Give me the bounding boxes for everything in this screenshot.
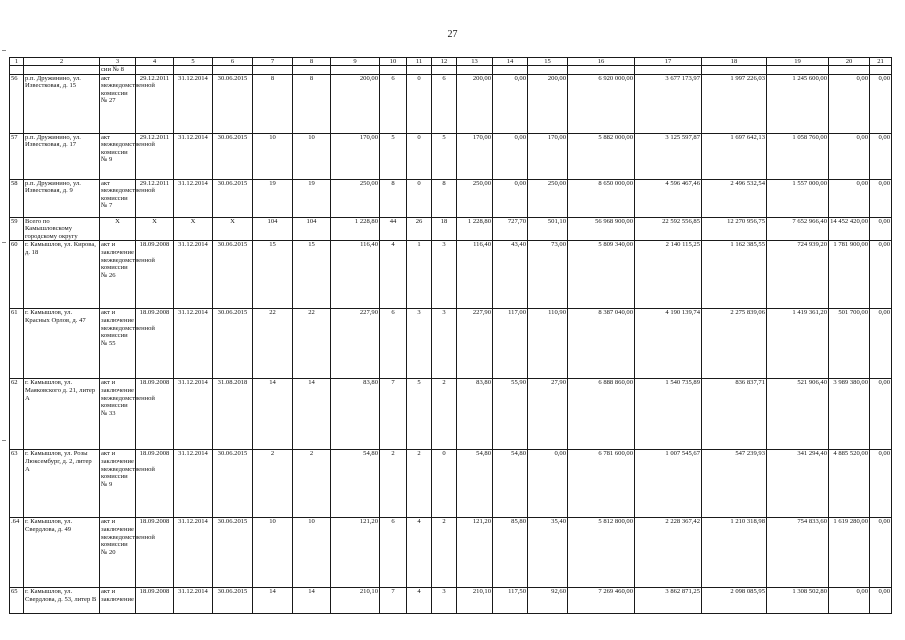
row-number: 60: [10, 241, 24, 309]
count-cell: 8: [380, 179, 407, 217]
amount-cell: 121,20: [331, 518, 380, 588]
address-cell: г. Камышлов, ул. Красных Орлов, д. 47: [24, 309, 100, 379]
amount-cell: 116,40: [331, 241, 380, 309]
date-cell: 30.06.2015: [213, 588, 253, 614]
amount-cell: 1 557 000,00: [767, 179, 829, 217]
count-cell: 6: [380, 74, 407, 133]
count-cell: 4: [407, 588, 432, 614]
date-cell: 30.06.2015: [213, 133, 253, 179]
amount-cell: 8 387 040,00: [568, 309, 635, 379]
count-cell: 104: [253, 217, 293, 241]
amount-cell: 6 888 860,00: [568, 379, 635, 450]
date-cell: 31.12.2014: [174, 518, 213, 588]
document-cell: акт и заключение межведомственной комиссии № 55: [100, 309, 136, 379]
amount-cell: 4 885 520,00: [829, 450, 870, 518]
amount-cell: 227,90: [457, 309, 493, 379]
amount-cell: 0,00: [870, 518, 892, 588]
amount-cell: 1 058 760,00: [767, 133, 829, 179]
count-cell: 7: [380, 379, 407, 450]
count-cell: 19: [253, 179, 293, 217]
count-cell: 6: [432, 74, 457, 133]
count-cell: 5: [407, 379, 432, 450]
amount-cell: 92,60: [528, 588, 568, 614]
date-cell: 30.06.2015: [213, 309, 253, 379]
amount-cell: 1 997 226,03: [702, 74, 767, 133]
amount-cell: 4 190 139,74: [635, 309, 702, 379]
amount-cell: 1 540 735,89: [635, 379, 702, 450]
amount-cell: 56 968 900,00: [568, 217, 635, 241]
count-cell: 8: [293, 74, 331, 133]
amount-cell: 250,00: [528, 179, 568, 217]
count-cell: 3: [407, 309, 432, 379]
continuation-text: сии № 8: [100, 66, 136, 75]
address-cell: г. Камышлов, ул. Свердлова, д. 53, литер В: [24, 588, 100, 614]
amount-cell: 116,40: [457, 241, 493, 309]
amount-cell: 85,80: [493, 518, 528, 588]
amount-cell: 0,00: [870, 379, 892, 450]
row-number: 63: [10, 450, 24, 518]
count-cell: 14: [253, 379, 293, 450]
table-row: [10, 241, 892, 309]
amount-cell: 0,00: [829, 179, 870, 217]
amount-cell: 501 700,00: [829, 309, 870, 379]
amount-cell: 2 275 839,06: [702, 309, 767, 379]
count-cell: 18: [432, 217, 457, 241]
amount-cell: 3 125 597,87: [635, 133, 702, 179]
date-cell: 18.09.2008: [136, 518, 174, 588]
amount-cell: 1 228,80: [457, 217, 493, 241]
date-cell: X: [136, 217, 174, 241]
amount-cell: 3 989 380,00: [829, 379, 870, 450]
table-row: [10, 588, 892, 614]
amount-cell: 110,90: [528, 309, 568, 379]
count-cell: 2: [432, 379, 457, 450]
address-cell: г. Камышлов, ул. Кирова, д. 18: [24, 241, 100, 309]
margin-tick: [2, 440, 6, 441]
document-cell: акт межведомственной комиссии № 7: [100, 179, 136, 217]
count-cell: 4: [407, 518, 432, 588]
amount-cell: 170,00: [528, 133, 568, 179]
row-number: 62: [10, 379, 24, 450]
amount-cell: 200,00: [331, 74, 380, 133]
column-number: 2: [24, 58, 100, 66]
count-cell: 6: [380, 309, 407, 379]
column-number: 3: [100, 58, 136, 66]
count-cell: 7: [380, 588, 407, 614]
amount-cell: 0,00: [493, 133, 528, 179]
amount-cell: 724 939,20: [767, 241, 829, 309]
address-cell: р.п. Дружинино, ул. Известковая, д. 15: [24, 74, 100, 133]
amount-cell: 754 833,60: [767, 518, 829, 588]
amount-cell: 200,00: [457, 74, 493, 133]
date-cell: 31.12.2014: [174, 241, 213, 309]
date-cell: X: [213, 217, 253, 241]
count-cell: 3: [432, 241, 457, 309]
row-number: .64: [10, 518, 24, 588]
amount-cell: 54,80: [331, 450, 380, 518]
column-number: 18: [702, 58, 767, 66]
count-cell: 22: [253, 309, 293, 379]
amount-cell: 0,00: [870, 309, 892, 379]
count-cell: 15: [293, 241, 331, 309]
column-number: 16: [568, 58, 635, 66]
amount-cell: 250,00: [331, 179, 380, 217]
row-number: 56: [10, 74, 24, 133]
date-cell: X: [174, 217, 213, 241]
column-number: 10: [380, 58, 407, 66]
amount-cell: 1 245 600,00: [767, 74, 829, 133]
column-number: 19: [767, 58, 829, 66]
document-cell: акт и заключение: [100, 588, 136, 614]
count-cell: 0: [407, 179, 432, 217]
date-cell: 31.12.2014: [174, 450, 213, 518]
column-number: 5: [174, 58, 213, 66]
count-cell: 5: [380, 133, 407, 179]
amount-cell: 14 452 420,00: [829, 217, 870, 241]
amount-cell: 0,00: [493, 179, 528, 217]
amount-cell: 22 592 556,85: [635, 217, 702, 241]
date-cell: 30.06.2015: [213, 179, 253, 217]
amount-cell: 121,20: [457, 518, 493, 588]
amount-cell: 200,00: [528, 74, 568, 133]
count-cell: 15: [253, 241, 293, 309]
address-cell: г. Камышлов, ул. Розы Люксембург, д. 2, литер А: [24, 450, 100, 518]
table-row: [10, 309, 892, 379]
count-cell: 14: [253, 588, 293, 614]
date-cell: 18.09.2008: [136, 379, 174, 450]
table-row: [10, 217, 892, 241]
count-cell: 2: [293, 450, 331, 518]
date-cell: 18.09.2008: [136, 450, 174, 518]
amount-cell: 0,00: [870, 588, 892, 614]
column-number: 4: [136, 58, 174, 66]
row-number: 57: [10, 133, 24, 179]
column-number: 17: [635, 58, 702, 66]
amount-cell: 727,70: [493, 217, 528, 241]
count-cell: 1: [407, 241, 432, 309]
address-cell: р.п. Дружинино, ул. Известковая, д. 9: [24, 179, 100, 217]
date-cell: 30.06.2015: [213, 450, 253, 518]
column-number: 14: [493, 58, 528, 66]
amount-cell: 8 650 000,00: [568, 179, 635, 217]
amount-cell: 0,00: [870, 179, 892, 217]
data-table: [9, 57, 892, 614]
address-cell: г. Камышлов, ул. Маяковского д. 21, литер А: [24, 379, 100, 450]
date-cell: 31.08.2018: [213, 379, 253, 450]
amount-cell: 1 781 900,00: [829, 241, 870, 309]
count-cell: 5: [432, 133, 457, 179]
continuation-row: [10, 66, 892, 75]
count-cell: 2: [432, 518, 457, 588]
table-row: [10, 518, 892, 588]
amount-cell: 0,00: [870, 74, 892, 133]
amount-cell: 117,00: [493, 309, 528, 379]
amount-cell: 1 308 502,80: [767, 588, 829, 614]
amount-cell: 5 812 800,00: [568, 518, 635, 588]
date-cell: 29.12.2011: [136, 74, 174, 133]
amount-cell: 27,90: [528, 379, 568, 450]
date-cell: 18.09.2008: [136, 241, 174, 309]
table-row: [10, 74, 892, 133]
column-number: 1: [10, 58, 24, 66]
amount-cell: 170,00: [457, 133, 493, 179]
amount-cell: 6 920 000,00: [568, 74, 635, 133]
amount-cell: 1 228,80: [331, 217, 380, 241]
amount-cell: 501,10: [528, 217, 568, 241]
amount-cell: 3 862 871,25: [635, 588, 702, 614]
amount-cell: 2 228 367,42: [635, 518, 702, 588]
count-cell: 19: [293, 179, 331, 217]
amount-cell: 1 162 385,55: [702, 241, 767, 309]
amount-cell: 0,00: [829, 74, 870, 133]
document-cell: акт и заключение межведомственной комиссии № 33: [100, 379, 136, 450]
amount-cell: 1 697 642,13: [702, 133, 767, 179]
table-row: [10, 179, 892, 217]
amount-cell: 0,00: [829, 588, 870, 614]
amount-cell: 0,00: [870, 450, 892, 518]
column-number: 7: [253, 58, 293, 66]
amount-cell: 1 419 361,20: [767, 309, 829, 379]
amount-cell: 12 270 956,75: [702, 217, 767, 241]
amount-cell: 250,00: [457, 179, 493, 217]
address-cell: Всего по Камышловскому городскому округу: [24, 217, 100, 241]
count-cell: 2: [380, 450, 407, 518]
amount-cell: 73,00: [528, 241, 568, 309]
amount-cell: 1 210 318,98: [702, 518, 767, 588]
address-cell: р.п. Дружинино, ул. Известковая, д. 17: [24, 133, 100, 179]
date-cell: 29.12.2011: [136, 179, 174, 217]
count-cell: 2: [407, 450, 432, 518]
document-cell: акт и заключение межведомственной комиссии № 26: [100, 241, 136, 309]
page-number: 27: [447, 29, 458, 40]
amount-cell: 35,40: [528, 518, 568, 588]
column-number: 21: [870, 58, 892, 66]
date-cell: 18.09.2008: [136, 309, 174, 379]
date-cell: 31.12.2014: [174, 74, 213, 133]
count-cell: 10: [293, 518, 331, 588]
amount-cell: 5 809 340,00: [568, 241, 635, 309]
count-cell: 10: [293, 133, 331, 179]
count-cell: 6: [380, 518, 407, 588]
amount-cell: 0,00: [870, 133, 892, 179]
count-cell: 0: [407, 133, 432, 179]
row-number: 59: [10, 217, 24, 241]
amount-cell: 83,80: [331, 379, 380, 450]
count-cell: 14: [293, 588, 331, 614]
amount-cell: 1 007 545,67: [635, 450, 702, 518]
column-number: 6: [213, 58, 253, 66]
document-cell: X: [100, 217, 136, 241]
count-cell: 22: [293, 309, 331, 379]
date-cell: 18.09.2008: [136, 588, 174, 614]
column-number-row: [10, 58, 892, 66]
amount-cell: 170,00: [331, 133, 380, 179]
date-cell: 31.12.2014: [174, 588, 213, 614]
count-cell: 3: [432, 309, 457, 379]
amount-cell: 55,90: [493, 379, 528, 450]
date-cell: 30.06.2015: [213, 518, 253, 588]
count-cell: 10: [253, 133, 293, 179]
amount-cell: 0,00: [493, 74, 528, 133]
amount-cell: 83,80: [457, 379, 493, 450]
document-cell: акт и заключение межведомственной комиссии № 20: [100, 518, 136, 588]
amount-cell: 836 837,71: [702, 379, 767, 450]
amount-cell: 0,00: [528, 450, 568, 518]
column-number: 13: [457, 58, 493, 66]
amount-cell: 1 619 280,00: [829, 518, 870, 588]
amount-cell: 43,40: [493, 241, 528, 309]
count-cell: 2: [253, 450, 293, 518]
amount-cell: 2 140 115,25: [635, 241, 702, 309]
amount-cell: 3 677 173,97: [635, 74, 702, 133]
table-row: [10, 379, 892, 450]
column-number: 11: [407, 58, 432, 66]
row-number: 65: [10, 588, 24, 614]
count-cell: 44: [380, 217, 407, 241]
amount-cell: 117,50: [493, 588, 528, 614]
count-cell: 8: [253, 74, 293, 133]
date-cell: 31.12.2014: [174, 179, 213, 217]
column-number: 9: [331, 58, 380, 66]
document-cell: акт межведомственной комиссии № 27: [100, 74, 136, 133]
count-cell: 26: [407, 217, 432, 241]
count-cell: 0: [407, 74, 432, 133]
margin-tick: [2, 242, 6, 243]
amount-cell: 0,00: [829, 133, 870, 179]
amount-cell: 4 596 467,46: [635, 179, 702, 217]
document-cell: акт межведомственной комиссии № 9: [100, 133, 136, 179]
count-cell: 8: [432, 179, 457, 217]
date-cell: 31.12.2014: [174, 379, 213, 450]
amount-cell: 54,80: [457, 450, 493, 518]
date-cell: 31.12.2014: [174, 309, 213, 379]
amount-cell: 2 098 085,95: [702, 588, 767, 614]
amount-cell: 210,10: [457, 588, 493, 614]
count-cell: 0: [432, 450, 457, 518]
amount-cell: 227,90: [331, 309, 380, 379]
amount-cell: 547 239,93: [702, 450, 767, 518]
amount-cell: 6 781 600,00: [568, 450, 635, 518]
column-number: 20: [829, 58, 870, 66]
amount-cell: 5 882 000,00: [568, 133, 635, 179]
table-row: [10, 133, 892, 179]
amount-cell: 341 294,40: [767, 450, 829, 518]
date-cell: 30.06.2015: [213, 74, 253, 133]
amount-cell: 7 269 460,00: [568, 588, 635, 614]
address-cell: г. Камышлов, ул. Свердлова, д. 49: [24, 518, 100, 588]
amount-cell: 0,00: [870, 241, 892, 309]
row-number: 61: [10, 309, 24, 379]
amount-cell: 2 496 532,54: [702, 179, 767, 217]
column-number: 12: [432, 58, 457, 66]
margin-tick: [2, 50, 6, 51]
date-cell: 29.12.2011: [136, 133, 174, 179]
count-cell: 14: [293, 379, 331, 450]
amount-cell: 54,80: [493, 450, 528, 518]
column-number: 8: [293, 58, 331, 66]
column-number: 15: [528, 58, 568, 66]
document-cell: акт и заключение межведомственной комиссии № 9: [100, 450, 136, 518]
date-cell: 31.12.2014: [174, 133, 213, 179]
date-cell: 30.06.2015: [213, 241, 253, 309]
count-cell: 3: [432, 588, 457, 614]
count-cell: 104: [293, 217, 331, 241]
table-row: [10, 450, 892, 518]
count-cell: 10: [253, 518, 293, 588]
amount-cell: 0,00: [870, 217, 892, 241]
amount-cell: 210,10: [331, 588, 380, 614]
amount-cell: 7 652 966,40: [767, 217, 829, 241]
count-cell: 4: [380, 241, 407, 309]
amount-cell: 521 906,40: [767, 379, 829, 450]
row-number: 58: [10, 179, 24, 217]
